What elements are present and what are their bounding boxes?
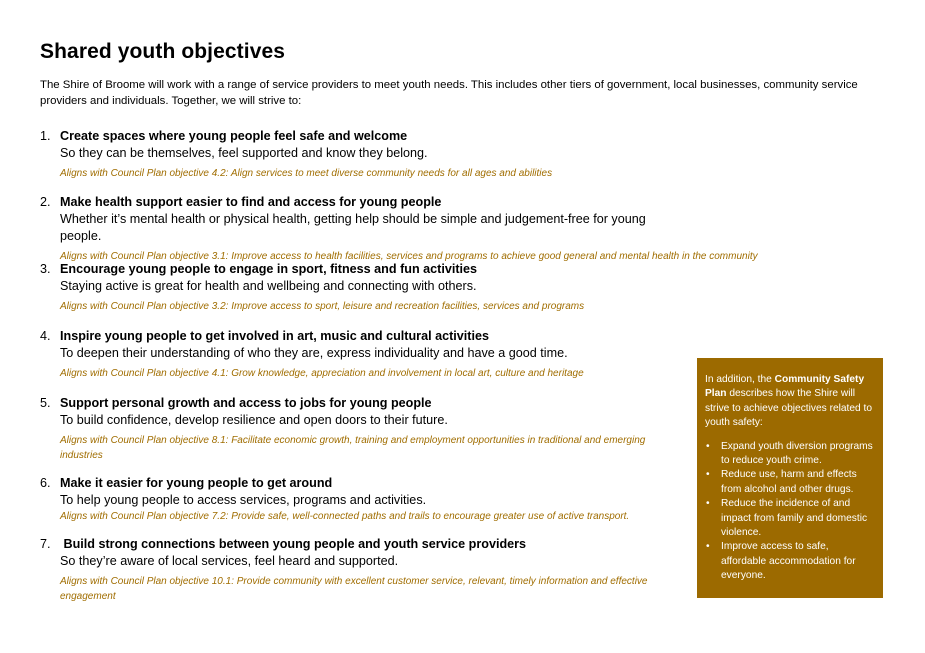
objective-number: 7. (40, 537, 51, 551)
sidebox-intro (705, 373, 875, 431)
objective-description: To help young people to access services, programs and activities. (60, 493, 427, 507)
objective-number: 5. (40, 396, 51, 410)
objective-item (40, 194, 758, 265)
bullet-icon: • (706, 498, 710, 510)
objective-heading: Encourage young people to engage in sport, fitness and fun activities (60, 262, 478, 276)
council-plan-alignment: Aligns with Council Plan objective 7.2: Provide safe, well-connected paths and trails to encourage greater use of active transport. (60, 511, 630, 522)
sidebox-list (705, 440, 875, 584)
council-plan-alignment: Aligns with Council Plan objective 4.1: Grow knowledge, appreciation and involvement in local art, culture and heritage (60, 368, 584, 379)
objective-item (40, 475, 690, 525)
list-item (705, 468, 875, 497)
objective-description: To build confidence, develop resilience and open doors to their future. (60, 413, 448, 427)
sidebox-intro-suffix: describes how the Shire will strive to achieve objectives related to youth safety: (705, 388, 873, 429)
objective-heading: Inspire young people to get involved in art, music and cultural activities (60, 329, 489, 343)
objective-heading: Create spaces where young people feel safe and welcome (60, 129, 408, 143)
list-item (705, 540, 875, 583)
sidebox-intro-prefix: In addition, the (705, 374, 775, 385)
list-item-text: Improve access to safe, affordable accommodation for everyone. (721, 541, 856, 582)
intro-paragraph: The Shire of Broome will work with a range of service providers to meet youth needs. This includes other tiers of government, local businesses, community service providers and individuals. Together, we will strive to: (40, 79, 858, 107)
objective-item (40, 395, 690, 463)
objective-number: 4. (40, 329, 51, 343)
council-plan-alignment: Aligns with Council Plan objective 4.2: Align services to meet diverse community needs for all ages and abilities (60, 168, 553, 179)
objective-description: So they can be themselves, feel supported and know they belong. (60, 146, 428, 160)
objective-number: 3. (40, 262, 51, 276)
objective-item (40, 328, 690, 382)
bullet-icon: • (706, 541, 710, 553)
objective-description: So they’re aware of local services, feel heard and supported. (60, 554, 399, 568)
list-item-text: Expand youth diversion programs to reduce youth crime. (721, 440, 873, 467)
council-plan-alignment: Aligns with Council Plan objective 3.1: Improve access to health facilities, services and programs to achieve good general and mental health in the community (60, 251, 758, 262)
objective-item (40, 128, 690, 182)
objective-item (40, 261, 690, 315)
objective-description: Staying active is great for health and wellbeing and connecting with others. (60, 279, 477, 293)
objective-number: 6. (40, 476, 51, 490)
objective-number: 2. (40, 195, 51, 209)
objective-item (40, 536, 690, 604)
community-safety-plan-name: Community Safety Plan (705, 374, 865, 400)
list-item-text: Reduce the incidence of and impact from family and domestic violence. (721, 498, 868, 539)
council-plan-alignment: Aligns with Council Plan objective 8.1: Facilitate economic growth, training and employment opportunities in traditional and emerging industries (60, 435, 646, 461)
objective-heading: Make it easier for young people to get around (60, 476, 333, 490)
objective-heading: Support personal growth and access to jobs for young people (60, 396, 432, 410)
council-plan-alignment: Aligns with Council Plan objective 3.2: Improve access to sport, leisure and recreation facilities, services and programs (60, 301, 585, 312)
objective-number: 1. (40, 129, 51, 143)
council-plan-alignment: Aligns with Council Plan objective 10.1: Provide community with excellent customer service, relevant, timely information and effective engagement (60, 576, 648, 602)
objective-heading: Build strong connections between young people and youth service providers (60, 537, 527, 551)
list-item (705, 497, 875, 540)
community-safety-plan-box (697, 358, 883, 598)
page-title: Shared youth objectives (40, 40, 286, 63)
list-item-text: Reduce use, harm and effects from alcohol and other drugs. (721, 469, 857, 495)
objective-description: To deepen their understanding of who they are, express individuality and have a good time. (60, 346, 568, 360)
bullet-icon: • (706, 440, 710, 452)
objective-description: Whether it’s mental health or physical health, getting help should be simple and judgement-free for young people. (60, 212, 646, 243)
objective-heading: Make health support easier to find and access for young people (60, 195, 442, 209)
bullet-icon: • (706, 469, 710, 481)
list-item (705, 440, 875, 469)
